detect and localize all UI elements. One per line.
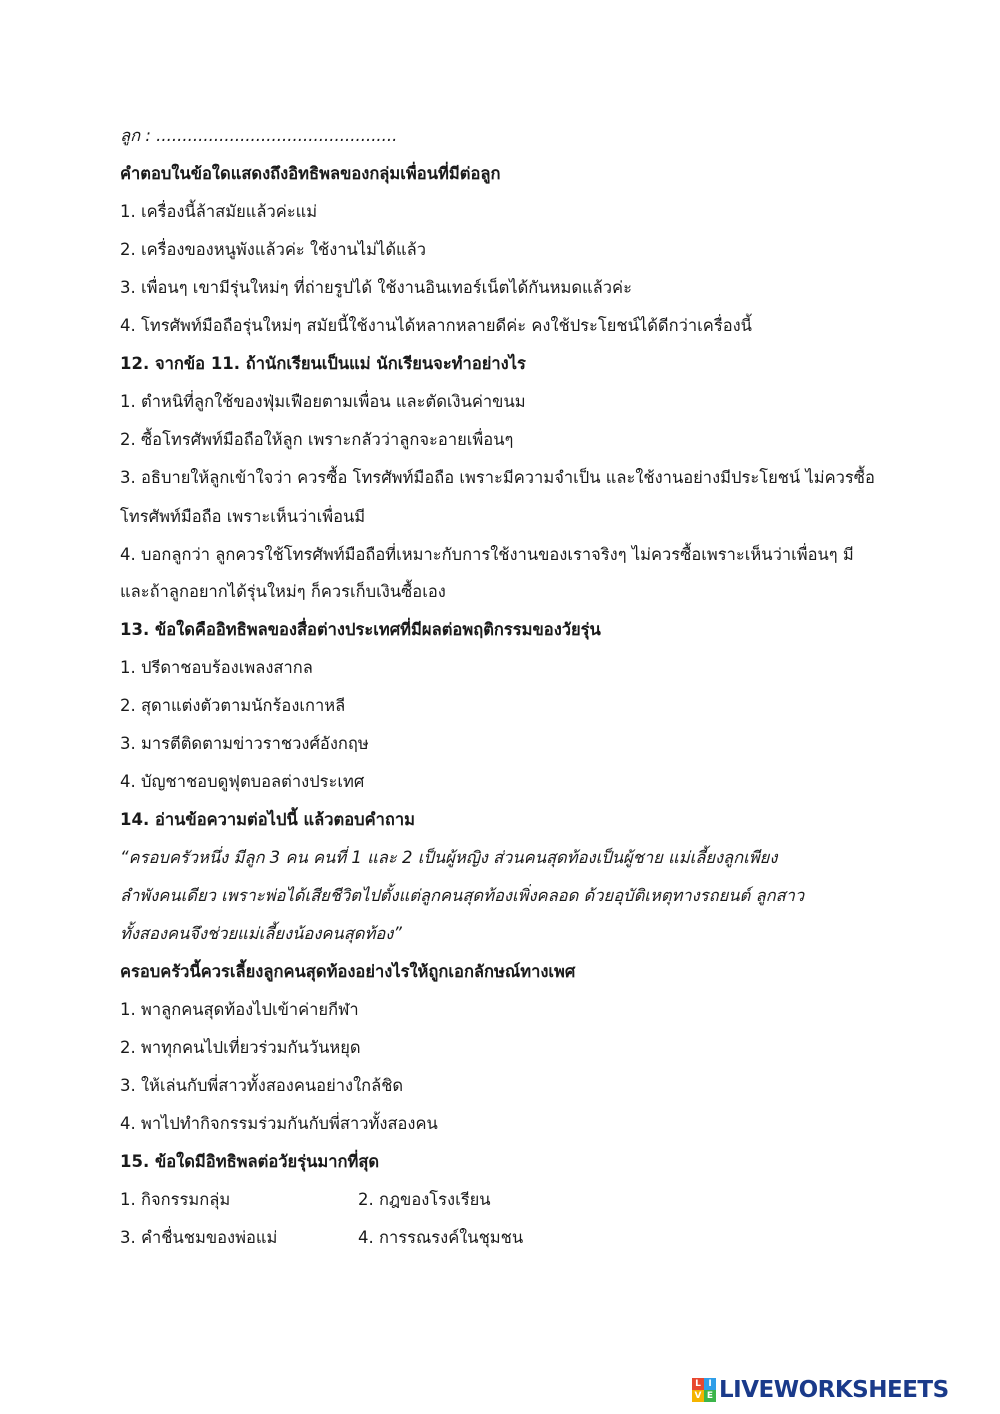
child-answer-line: ลูก : .............................................. bbox=[120, 126, 398, 145]
q11-option-4[interactable]: 4. โทรศัพท์มือถือรุ่นใหม่ๆ สมัยนี้ใช้งานได้หลากหลายดีค่ะ คงใช้ประโยชน์ได้ดีกว่าเครื่องนี้ bbox=[120, 316, 752, 335]
q11-option-1[interactable]: 1. เครื่องนี้ล้าสมัยแล้วค่ะแม่ bbox=[120, 202, 318, 221]
liveworksheets-logo-text: LIVEWORKSHEETS bbox=[719, 1377, 949, 1403]
q13-option-1[interactable]: 1. ปรีดาชอบร้องเพลงสากล bbox=[120, 658, 313, 677]
logo-letter-l: L bbox=[692, 1378, 704, 1390]
q12-option-2[interactable]: 2. ซื้อโทรศัพท์มือถือให้ลูก เพราะกลัวว่าลูกจะอายเพื่อนๆ bbox=[120, 430, 514, 449]
q12-option-4[interactable]: 4. บอกลูกว่า ลูกควรใช้โทรศัพท์มือถือที่เหมาะกับการใช้งานของเราจริงๆ ไม่ควรซื้อเพราะเห็นว่าเพื่อนๆ มี bbox=[120, 545, 854, 564]
q13-option-3[interactable]: 3. มารตีติดตามข่าวราชวงศ์อังกฤษ bbox=[120, 734, 369, 753]
q11-option-3[interactable]: 3. เพื่อนๆ เขามีรุ่นใหม่ๆ ที่ถ่ายรูปได้ ใช้งานอินเทอร์เน็ตได้กันหมดแล้วค่ะ bbox=[120, 278, 632, 297]
q14-option-1[interactable]: 1. พาลูกคนสุดท้องไปเข้าค่ายกีฬา bbox=[120, 1000, 359, 1019]
q15-option-4[interactable]: 4. การรณรงค์ในชุมชน bbox=[358, 1228, 524, 1247]
logo-letter-e: E bbox=[704, 1390, 716, 1402]
q15-option-3[interactable]: 3. คำชื่นชมของพ่อแม่ bbox=[120, 1228, 278, 1247]
question-12: 12. จากข้อ 11. ถ้านักเรียนเป็นแม่ นักเรียนจะทำอย่างไร bbox=[120, 354, 526, 373]
logo-letter-v: V bbox=[692, 1390, 704, 1402]
question-15: 15. ข้อใดมีอิทธิพลต่อวัยรุ่นมากที่สุด bbox=[120, 1152, 380, 1171]
q14-passage-line-2: ลำพังคนเดียว เพราะพ่อได้เสียชีวิตไปตั้งแต่ลูกคนสุดท้องเพิ่งคลอด ด้วยอุบัติเหตุทางรถยนต์ ลูกสาว bbox=[120, 886, 805, 905]
q15-option-2[interactable]: 2. กฎของโรงเรียน bbox=[358, 1190, 491, 1209]
q11-option-2[interactable]: 2. เครื่องของหนูพังแล้วค่ะ ใช้งานไม่ได้แล้ว bbox=[120, 240, 427, 259]
q12-option-3[interactable]: 3. อธิบายให้ลูกเข้าใจว่า ควรซื้อ โทรศัพท์มือถือ เพราะมีความจำเป็น และใช้งานอย่างมีประโยชน์ ไม่ควรซื้อ bbox=[120, 468, 875, 487]
q14-option-3[interactable]: 3. ให้เล่นกับพี่สาวทั้งสองคนอย่างใกล้ชิด bbox=[120, 1076, 404, 1095]
q14-passage-line-1: “ครอบครัวหนึ่ง มีลูก 3 คน คนที่ 1 และ 2 เป็นผู้หญิง ส่วนคนสุดท้องเป็นผู้ชาย แม่เลี้ยงลูกเพียง bbox=[120, 848, 778, 867]
q12-option-1[interactable]: 1. ตำหนิที่ลูกใช้ของฟุ่มเฟือยตามเพื่อน และตัดเงินค่าขนม bbox=[120, 392, 526, 411]
q12-option-3-cont: โทรศัพท์มือถือ เพราะเห็นว่าเพื่อนมี bbox=[120, 507, 366, 526]
question-11-prompt: คำตอบในข้อใดแสดงถึงอิทธิพลของกลุ่มเพื่อนที่มีต่อลูก bbox=[120, 164, 501, 183]
q15-option-1[interactable]: 1. กิจกรรมกลุ่ม bbox=[120, 1190, 231, 1209]
q14-option-2[interactable]: 2. พาทุกคนไปเที่ยวร่วมกันวันหยุด bbox=[120, 1038, 361, 1057]
q13-option-4[interactable]: 4. บัญชาชอบดูฟุตบอลต่างประเทศ bbox=[120, 772, 365, 791]
q14-option-4[interactable]: 4. พาไปทำกิจกรรมร่วมกันกับพี่สาวทั้งสองคน bbox=[120, 1114, 438, 1133]
logo-letter-i: I bbox=[704, 1378, 716, 1390]
question-14: 14. อ่านข้อความต่อไปนี้ แล้วตอบคำถาม bbox=[120, 810, 416, 829]
liveworksheets-logo-icon bbox=[692, 1378, 716, 1402]
q14-prompt: ครอบครัวนี้ควรเลี้ยงลูกคนสุดท้องอย่างไรให้ถูกเอกลักษณ์ทางเพศ bbox=[120, 962, 576, 981]
q12-option-4-cont: และถ้าลูกอยากได้รุ่นใหม่ๆ ก็ควรเก็บเงินซื้อเอง bbox=[120, 582, 446, 601]
q13-option-2[interactable]: 2. สุดาแต่งตัวตามนักร้องเกาหลี bbox=[120, 696, 346, 715]
q14-passage-line-3: ทั้งสองคนจึงช่วยแม่เลี้ยงน้องคนสุดท้อง” bbox=[120, 924, 402, 943]
liveworksheets-logo bbox=[692, 1373, 949, 1407]
question-13: 13. ข้อใดคืออิทธิพลของสื่อต่างประเทศที่มีผลต่อพฤติกรรมของวัยรุ่น bbox=[120, 620, 601, 639]
